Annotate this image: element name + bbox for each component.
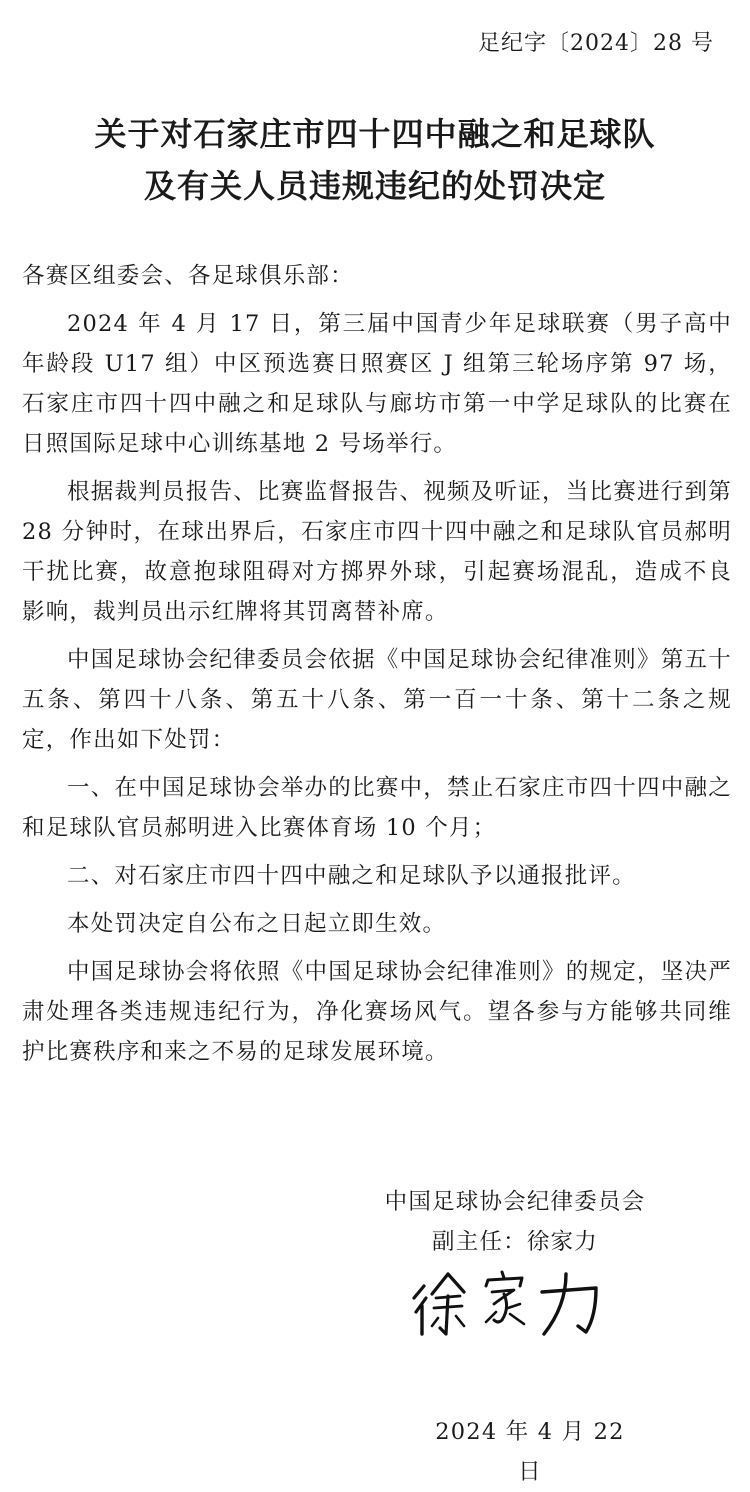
signer-organization: 中国足球协会纪律委员会 [384, 1189, 646, 1215]
title-line-2: 及有关人员违规违纪的处罚决定 [143, 167, 606, 205]
signer-position: 副主任：徐家力 [432, 1229, 598, 1255]
paragraph-legal-basis: 中国足球协会纪律委员会依据《中国足球协会纪律准则》第五十五条、第四十八条、第五十八条、第一百一十条、第十二条之规定，作出如下处罚： [22, 647, 732, 753]
salutation: 各赛区组委会、各足球俱乐部： [22, 263, 354, 289]
paragraph-penalty-2: 二、对石家庄市四十四中融之和足球队予以通报批评。 [67, 863, 636, 889]
title-line-1: 关于对石家庄市四十四中融之和足球队 [94, 115, 656, 153]
paragraph-penalty-1: 一、在中国足球协会举办的比赛中，禁止石家庄市四十四中融之和足球队官员郝明进入比赛体育场 10 个月； [22, 775, 732, 841]
paragraph-effective: 本处罚决定自公布之日起立即生效。 [67, 911, 447, 937]
paragraph-incident: 根据裁判员报告、比赛监督报告、视频及听证，当比赛进行到第 28 分钟时，在球出界后，石家庄市四十四中融之和足球队官员郝明干扰比赛，故意抱球阻碍对方掷界外球，引起赛场混乱，造成不良影响，裁判员出示红牌将其罚离替补席。 [22, 479, 732, 625]
handwritten-signature [410, 1268, 610, 1338]
document-title [0, 108, 750, 212]
document-body [22, 256, 732, 1080]
paragraph-closing: 中国足球协会将依照《中国足球协会纪律准则》的规定，坚决严肃处理各类违规违纪行为，净化赛场风气。望各参与方能够共同维护比赛秩序和来之不易的足球发展环境。 [22, 959, 732, 1065]
paragraph-match-info: 2024 年 4 月 17 日，第三届中国青少年足球联赛（男子高中年龄段 U17 组）中区预选赛日照赛区 J 组第三轮场序第 97 场，石家庄市四十四中融之和足球队与廊坊市第一中学足球队的比赛在日照国际足球中心训练基地 2 号场举行。 [22, 311, 732, 457]
signing-date: 2024 年 4 月 22 日 [435, 1419, 625, 1485]
document-number: 足纪字〔2024〕28 号 [478, 31, 714, 56]
signer-block [340, 1182, 690, 1262]
